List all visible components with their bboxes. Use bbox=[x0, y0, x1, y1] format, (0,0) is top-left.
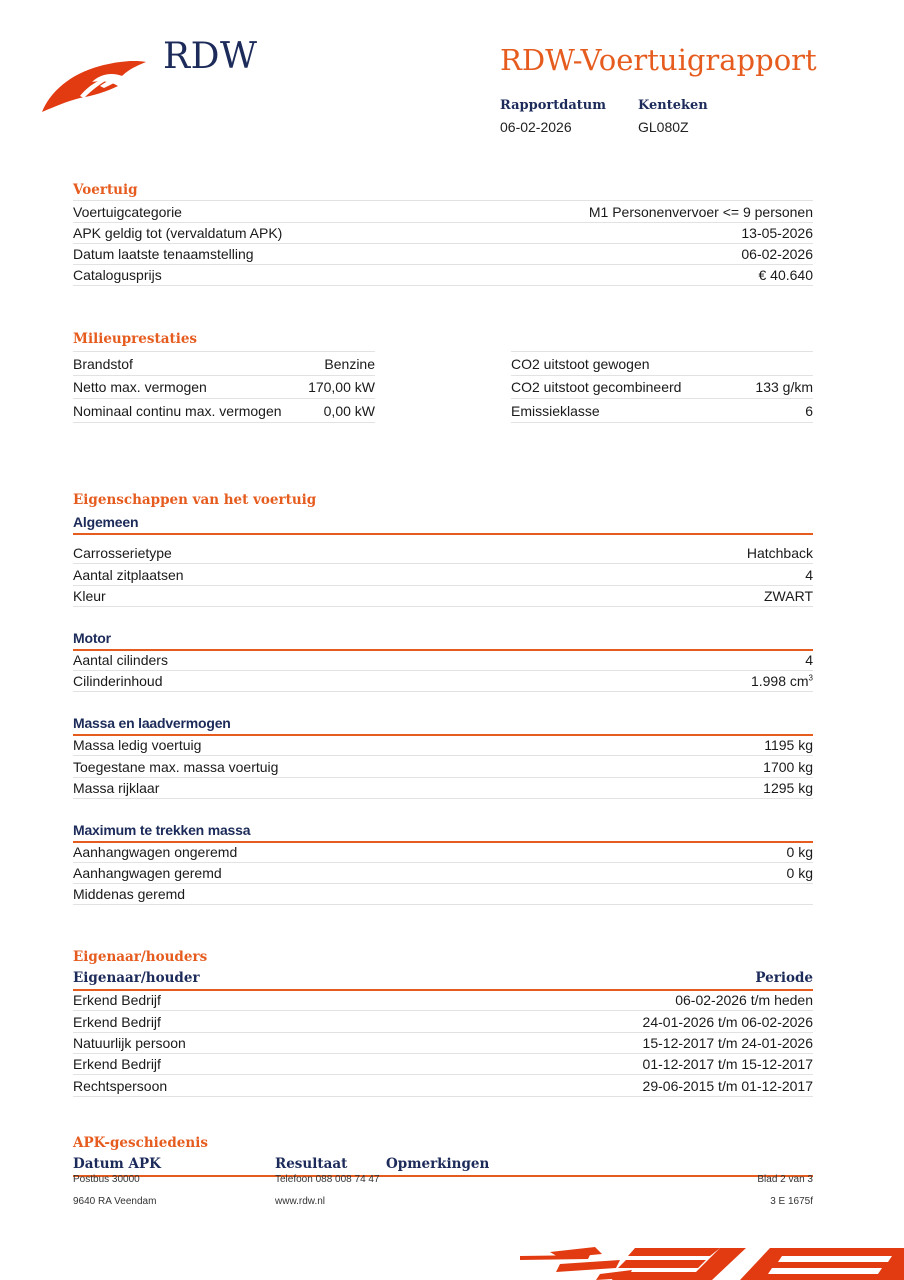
table-row bbox=[73, 1032, 813, 1054]
column-header-datum-apk: Datum APK bbox=[73, 1156, 161, 1172]
page-title: RDW-Voertuigrapport bbox=[500, 43, 817, 77]
period-cell: 24-01-2026 t/m 06-02-2026 bbox=[642, 1013, 813, 1030]
kenteken-value: GL080Z bbox=[638, 119, 689, 135]
value-superscript: 3 bbox=[808, 672, 813, 682]
row-value: € 40.640 bbox=[758, 266, 813, 283]
subheading-massa: Massa en laadvermogen bbox=[73, 715, 231, 731]
row-label: Brandstof bbox=[73, 355, 133, 372]
column-header-resultaat: Resultaat bbox=[275, 1156, 348, 1172]
owner-cell: Erkend Bedrijf bbox=[73, 991, 161, 1008]
table-row bbox=[73, 756, 813, 778]
row-label: Emissieklasse bbox=[511, 402, 600, 419]
owner-cell: Rechtspersoon bbox=[73, 1077, 168, 1094]
rdw-logo-text: RDW bbox=[163, 36, 258, 77]
row-value: 170,00 kW bbox=[308, 378, 375, 395]
row-label: Massa ledig voertuig bbox=[73, 736, 202, 753]
table-row bbox=[73, 585, 813, 607]
row-label: Middenas geremd bbox=[73, 885, 186, 902]
footer-document-code: 3 E 1675f bbox=[770, 1196, 813, 1207]
row-label: Voertuigcategorie bbox=[73, 203, 182, 220]
row-label: Kleur bbox=[73, 587, 106, 604]
table-row bbox=[73, 351, 375, 376]
table-row bbox=[73, 564, 813, 586]
row-label: Aanhangwagen ongeremd bbox=[73, 843, 238, 860]
section-title-apk: APK-geschiedenis bbox=[73, 1135, 208, 1151]
row-label: Carrosserietype bbox=[73, 544, 172, 561]
section-title-voertuig: Voertuig bbox=[73, 182, 138, 198]
table-row bbox=[73, 1075, 813, 1097]
section-title-milieuprestaties: Milieuprestaties bbox=[73, 331, 198, 347]
row-value: 0,00 kW bbox=[323, 402, 375, 419]
period-cell: 15-12-2017 t/m 24-01-2026 bbox=[642, 1034, 813, 1051]
row-value: 06-02-2026 bbox=[741, 245, 813, 262]
rapportdatum-value: 06-02-2026 bbox=[500, 119, 572, 135]
row-value: 13-05-2026 bbox=[741, 224, 813, 241]
table-row bbox=[73, 1053, 813, 1075]
subheading-trekken: Maximum te trekken massa bbox=[73, 822, 251, 838]
row-label: Netto max. vermogen bbox=[73, 378, 207, 395]
footer-page-number: Blad 2 van 3 bbox=[757, 1174, 813, 1185]
table-row bbox=[73, 862, 813, 884]
row-value: M1 Personenvervoer <= 9 personen bbox=[588, 203, 813, 220]
column-header-eigenaar: Eigenaar/houder bbox=[73, 970, 200, 986]
section-title-eigenschappen: Eigenschappen van het voertuig bbox=[73, 492, 317, 508]
owner-cell: Natuurlijk persoon bbox=[73, 1034, 186, 1051]
footer-phone: Telefoon 088 008 74 47 bbox=[275, 1174, 380, 1185]
table-row bbox=[73, 734, 813, 756]
table-row bbox=[73, 649, 813, 671]
row-label: CO2 uitstoot gecombineerd bbox=[511, 378, 682, 395]
row-value: 133 g/km bbox=[755, 378, 813, 395]
table-row bbox=[73, 777, 813, 799]
table-row bbox=[511, 375, 813, 399]
table-row bbox=[511, 399, 813, 423]
section-divider bbox=[73, 1175, 813, 1177]
row-value bbox=[751, 673, 813, 689]
row-value: Benzine bbox=[324, 355, 375, 372]
owner-cell: Erkend Bedrijf bbox=[73, 1055, 161, 1072]
period-cell: 01-12-2017 t/m 15-12-2017 bbox=[642, 1055, 813, 1072]
row-value: 6 bbox=[805, 402, 813, 419]
subheading-motor: Motor bbox=[73, 630, 111, 646]
row-label: Aantal zitplaatsen bbox=[73, 566, 184, 583]
row-label: Toegestane max. massa voertuig bbox=[73, 758, 279, 775]
row-label: CO2 uitstoot gewogen bbox=[511, 355, 650, 372]
row-label: APK geldig tot (vervaldatum APK) bbox=[73, 224, 283, 241]
footer-address-line1: Postbus 30000 bbox=[73, 1174, 140, 1185]
table-row bbox=[73, 883, 813, 905]
rapportdatum-label: Rapportdatum bbox=[500, 98, 606, 113]
row-value: 1295 kg bbox=[763, 779, 813, 796]
row-label: Aanhangwagen geremd bbox=[73, 864, 222, 881]
table-row bbox=[73, 375, 375, 399]
column-header-opmerkingen: Opmerkingen bbox=[386, 1156, 490, 1172]
row-label: Datum laatste tenaamstelling bbox=[73, 245, 254, 262]
row-label: Massa rijklaar bbox=[73, 779, 160, 796]
period-cell: 29-06-2015 t/m 01-12-2017 bbox=[642, 1077, 813, 1094]
rdw-stripes-icon bbox=[520, 1244, 904, 1280]
table-row bbox=[73, 399, 375, 423]
row-value: 4 bbox=[805, 651, 813, 668]
table-row bbox=[73, 222, 813, 244]
row-value: 1195 kg bbox=[764, 736, 813, 753]
table-row bbox=[73, 1011, 813, 1033]
row-label: Cilinderinhoud bbox=[73, 672, 163, 689]
table-row bbox=[73, 200, 813, 223]
subheading-algemeen: Algemeen bbox=[73, 514, 139, 530]
row-value: 0 kg bbox=[786, 864, 813, 881]
column-header-periode: Periode bbox=[755, 970, 813, 986]
row-value: 0 kg bbox=[786, 843, 813, 860]
kenteken-label: Kenteken bbox=[638, 98, 708, 113]
footer-address-line2: 9640 RA Veendam bbox=[73, 1196, 157, 1207]
owner-cell: Erkend Bedrijf bbox=[73, 1013, 161, 1030]
row-label: Aantal cilinders bbox=[73, 651, 168, 668]
footer-website: www.rdw.nl bbox=[275, 1196, 326, 1207]
row-label: Nominaal continu max. vermogen bbox=[73, 402, 282, 419]
table-row bbox=[73, 264, 813, 286]
value-text: 1.998 cm bbox=[750, 672, 809, 689]
table-row bbox=[511, 351, 813, 376]
rdw-logo-icon bbox=[40, 52, 150, 114]
section-divider bbox=[73, 533, 813, 535]
table-row bbox=[73, 841, 813, 863]
row-value: ZWART bbox=[764, 587, 813, 604]
table-row bbox=[73, 243, 813, 265]
row-label: Catalogusprijs bbox=[73, 266, 162, 283]
table-row bbox=[73, 542, 813, 564]
row-value: 4 bbox=[805, 566, 813, 583]
row-value: Hatchback bbox=[746, 544, 813, 561]
section-title-eigenaar: Eigenaar/houders bbox=[73, 949, 208, 965]
table-row bbox=[73, 670, 813, 692]
table-row bbox=[73, 989, 813, 1011]
row-value: 1700 kg bbox=[763, 758, 813, 775]
period-cell: 06-02-2026 t/m heden bbox=[675, 991, 813, 1008]
